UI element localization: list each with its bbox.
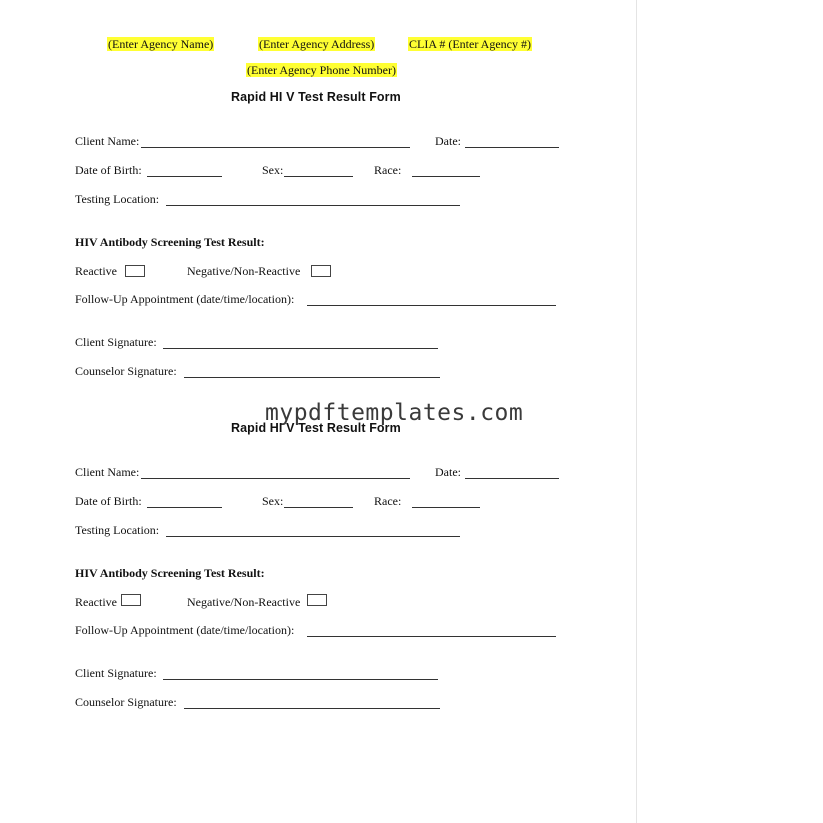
negative-checkbox[interactable] bbox=[307, 594, 327, 606]
reactive-label: Reactive bbox=[75, 595, 117, 609]
followup-label: Follow-Up Appointment (date/time/location): bbox=[75, 623, 295, 637]
client-name-label: Client Name: bbox=[75, 134, 140, 148]
dob-field[interactable] bbox=[147, 507, 222, 508]
counselor-signature-field[interactable] bbox=[184, 708, 440, 709]
screening-result-heading: HIV Antibody Screening Test Result: bbox=[75, 566, 265, 580]
agency-name-placeholder[interactable]: (Enter Agency Name) bbox=[108, 37, 214, 51]
reactive-label: Reactive bbox=[75, 264, 117, 278]
counselor-signature-label: Counselor Signature: bbox=[75, 695, 177, 709]
sex-label: Sex: bbox=[262, 494, 284, 508]
form-title: Rapid HI V Test Result Form bbox=[231, 90, 401, 104]
race-field[interactable] bbox=[412, 176, 480, 177]
date-field[interactable] bbox=[465, 147, 559, 148]
sex-field[interactable] bbox=[284, 176, 353, 177]
testing-location-label: Testing Location: bbox=[75, 192, 160, 206]
race-label: Race: bbox=[374, 163, 402, 177]
form-title: Rapid HI V Test Result Form bbox=[231, 421, 401, 435]
date-label: Date: bbox=[435, 134, 461, 148]
followup-field[interactable] bbox=[307, 305, 556, 306]
reactive-checkbox[interactable] bbox=[125, 265, 145, 277]
dob-label: Date of Birth: bbox=[75, 163, 142, 177]
followup-field[interactable] bbox=[307, 636, 556, 637]
reactive-checkbox[interactable] bbox=[121, 594, 141, 606]
testing-location-field[interactable] bbox=[166, 536, 460, 537]
client-signature-label: Client Signature: bbox=[75, 666, 157, 680]
watermark-text: mypdftemplates.com bbox=[265, 400, 524, 426]
testing-location-field[interactable] bbox=[166, 205, 460, 206]
client-signature-field[interactable] bbox=[163, 348, 438, 349]
sex-label: Sex: bbox=[262, 163, 284, 177]
sex-field[interactable] bbox=[284, 507, 353, 508]
client-name-field[interactable] bbox=[141, 147, 410, 148]
negative-label: Negative/Non-Reactive bbox=[187, 264, 301, 278]
client-signature-field[interactable] bbox=[163, 679, 438, 680]
client-signature-label: Client Signature: bbox=[75, 335, 157, 349]
counselor-signature-label: Counselor Signature: bbox=[75, 364, 177, 378]
agency-address-placeholder[interactable]: (Enter Agency Address) bbox=[259, 37, 375, 51]
counselor-signature-field[interactable] bbox=[184, 377, 440, 378]
testing-location-label: Testing Location: bbox=[75, 523, 160, 537]
race-field[interactable] bbox=[412, 507, 480, 508]
dob-label: Date of Birth: bbox=[75, 494, 142, 508]
client-name-field[interactable] bbox=[141, 478, 410, 479]
negative-label: Negative/Non-Reactive bbox=[187, 595, 301, 609]
race-label: Race: bbox=[374, 494, 402, 508]
negative-checkbox[interactable] bbox=[311, 265, 331, 277]
agency-phone-placeholder[interactable]: (Enter Agency Phone Number) bbox=[247, 63, 396, 77]
followup-label: Follow-Up Appointment (date/time/location): bbox=[75, 292, 295, 306]
date-field[interactable] bbox=[465, 478, 559, 479]
screening-result-heading: HIV Antibody Screening Test Result: bbox=[75, 235, 265, 249]
clia-number-placeholder[interactable]: CLIA # (Enter Agency #) bbox=[409, 37, 531, 51]
dob-field[interactable] bbox=[147, 176, 222, 177]
date-label: Date: bbox=[435, 465, 461, 479]
client-name-label: Client Name: bbox=[75, 465, 140, 479]
viewer-background bbox=[637, 0, 823, 823]
